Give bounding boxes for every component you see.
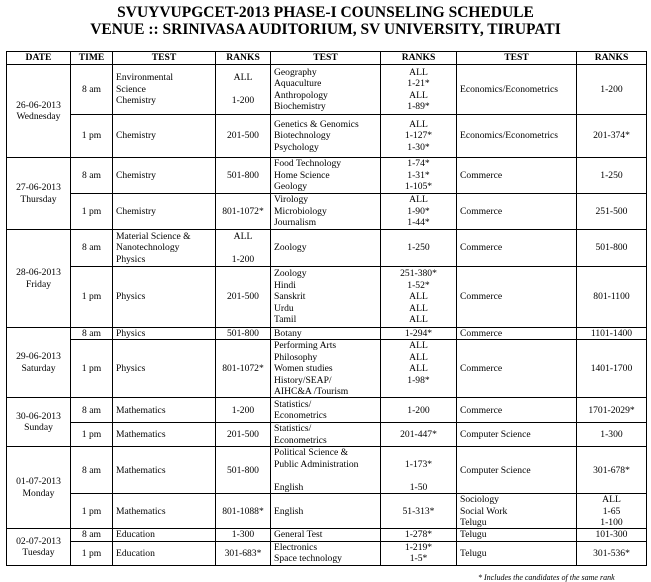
time-cell: 8 am bbox=[71, 65, 113, 115]
test-cell bbox=[457, 328, 577, 340]
cell-line: 1-294* bbox=[404, 328, 433, 339]
cell-line: 1-219* bbox=[404, 541, 433, 553]
column-header-ranks: RANKS bbox=[577, 52, 647, 65]
ranks-cell bbox=[216, 423, 271, 447]
cell-line: 301-536* bbox=[593, 547, 630, 559]
cell-line: 201-374* bbox=[593, 130, 630, 142]
test-cell bbox=[113, 115, 216, 158]
cell-line: Nanotechnology bbox=[116, 242, 180, 254]
cell-line: Genetics & Genomics bbox=[274, 118, 359, 130]
table-row bbox=[7, 423, 647, 447]
ranks-cell bbox=[577, 194, 647, 230]
time-cell: 8 am bbox=[71, 447, 113, 494]
cell-line: Physics bbox=[116, 363, 146, 375]
cell-line: Public Administration bbox=[274, 458, 359, 470]
column-header-time: TIME bbox=[71, 52, 113, 65]
test-cell bbox=[271, 115, 381, 158]
cell-line: General Test bbox=[274, 529, 323, 541]
test-cell bbox=[271, 529, 381, 541]
cell-line bbox=[274, 470, 377, 481]
date-text: 29-06-2013 bbox=[16, 351, 61, 363]
date-text: 30-06-2013 bbox=[16, 410, 61, 422]
cell-line: 1-300 bbox=[231, 529, 255, 541]
cell-line: Chemistry bbox=[116, 205, 156, 217]
cell-line: Zoology bbox=[274, 268, 307, 280]
cell-line: Telugu bbox=[460, 547, 487, 559]
test-cell bbox=[113, 423, 216, 447]
cell-line: ALL bbox=[409, 363, 428, 375]
cell-line: ALL bbox=[409, 351, 428, 363]
cell-line: 1-98* bbox=[407, 374, 430, 386]
ranks-cell bbox=[577, 340, 647, 398]
cell-line bbox=[384, 386, 453, 397]
schedule-title: SVUYVUPGCET-2013 PHASE-I COUNSELING SCHEDULE bbox=[117, 4, 534, 21]
cell-line: Botany bbox=[274, 328, 302, 339]
ranks-cell bbox=[577, 398, 647, 423]
date-text: 27-06-2013 bbox=[16, 182, 61, 194]
ranks-cell bbox=[577, 158, 647, 194]
cell-line: Microbiology bbox=[274, 205, 327, 217]
cell-line: 1-200 bbox=[407, 404, 430, 416]
test-cell bbox=[457, 447, 577, 494]
cell-line: ALL bbox=[409, 340, 428, 352]
cell-line: 801-1088* bbox=[222, 505, 264, 517]
test-cell bbox=[271, 194, 381, 230]
cell-line: 301-683* bbox=[224, 547, 262, 559]
cell-line: Commerce bbox=[460, 291, 503, 303]
date-text: 28-06-2013 bbox=[16, 267, 61, 279]
cell-line: Statistics/ bbox=[274, 423, 312, 435]
test-cell bbox=[113, 194, 216, 230]
cell-line: Econometrics bbox=[274, 410, 327, 422]
cell-line: Commerce bbox=[460, 404, 503, 416]
cell-line: 1-127* bbox=[404, 130, 433, 142]
ranks-cell bbox=[216, 65, 271, 115]
test-cell bbox=[271, 328, 381, 340]
weekday-text: Monday bbox=[22, 487, 55, 499]
cell-line: 501-800 bbox=[595, 242, 628, 254]
cell-line: 1-278* bbox=[404, 529, 433, 541]
test-cell bbox=[113, 65, 216, 115]
ranks-cell bbox=[381, 398, 457, 423]
cell-line: 101-300 bbox=[595, 529, 628, 541]
date-text: 26-06-2013 bbox=[16, 99, 61, 111]
cell-line: ALL bbox=[409, 194, 428, 206]
date-cell bbox=[7, 158, 71, 230]
cell-line: Chemistry bbox=[116, 95, 156, 107]
ranks-cell bbox=[381, 529, 457, 541]
cell-line: Mathematics bbox=[116, 464, 166, 476]
cell-line: Philosophy bbox=[274, 351, 318, 363]
ranks-cell bbox=[381, 447, 457, 494]
cell-line: 1-5* bbox=[409, 553, 428, 565]
cell-line: 801-1072* bbox=[222, 363, 264, 375]
cell-line: 1-65 bbox=[602, 505, 621, 517]
cell-line: 1-31* bbox=[407, 169, 430, 181]
test-cell bbox=[457, 115, 577, 158]
ranks-cell bbox=[577, 115, 647, 158]
ranks-cell bbox=[577, 494, 647, 529]
column-header-test: TEST bbox=[113, 52, 216, 65]
time-cell: 1 pm bbox=[71, 494, 113, 529]
date-cell bbox=[7, 328, 71, 398]
time-cell: 1 pm bbox=[71, 541, 113, 565]
table-row bbox=[7, 328, 647, 340]
cell-line: Biochemistry bbox=[274, 100, 326, 112]
test-cell bbox=[271, 541, 381, 565]
cell-line: Journalism bbox=[274, 217, 317, 229]
cell-line: 1-200 bbox=[231, 253, 255, 265]
cell-line: 1101-1400 bbox=[590, 328, 633, 339]
cell-line: Physics bbox=[116, 253, 146, 265]
venue-heading: VENUE :: SRINIVASA AUDITORIUM, SV UNIVERSITY, TIRUPATI bbox=[90, 21, 561, 38]
cell-line: 201-500 bbox=[227, 130, 259, 142]
ranks-cell bbox=[216, 541, 271, 565]
ranks-cell bbox=[216, 447, 271, 494]
cell-line: 1-21* bbox=[407, 78, 430, 90]
cell-line: Physics bbox=[116, 328, 146, 339]
ranks-cell bbox=[216, 230, 271, 267]
table-row bbox=[7, 158, 647, 194]
cell-line: Mathematics bbox=[116, 429, 166, 441]
ranks-cell bbox=[381, 267, 457, 328]
test-cell bbox=[113, 494, 216, 529]
weekday-text: Friday bbox=[25, 278, 52, 290]
test-cell bbox=[457, 230, 577, 267]
test-cell bbox=[457, 65, 577, 115]
footnote: * Includes the candidates of the same rank bbox=[478, 573, 615, 582]
date-cell bbox=[7, 65, 71, 158]
cell-line: 1-250 bbox=[600, 169, 623, 181]
cell-line: Telugu bbox=[460, 517, 487, 529]
cell-line: 251-380* bbox=[400, 268, 437, 280]
ranks-cell bbox=[577, 230, 647, 267]
cell-line: 1-200 bbox=[231, 404, 255, 416]
test-cell bbox=[457, 398, 577, 423]
column-header-test: TEST bbox=[271, 52, 381, 65]
cell-line: Electronics bbox=[274, 541, 318, 553]
ranks-cell bbox=[216, 158, 271, 194]
test-cell bbox=[113, 529, 216, 541]
cell-line: 1701-2029* bbox=[588, 404, 635, 416]
ranks-cell bbox=[381, 541, 457, 565]
cell-line bbox=[219, 242, 267, 253]
cell-line bbox=[384, 470, 453, 481]
cell-line: 801-1072* bbox=[222, 205, 264, 217]
cell-line: 1-300 bbox=[600, 429, 623, 441]
cell-line: 501-800 bbox=[227, 464, 259, 476]
test-cell bbox=[457, 340, 577, 398]
cell-line: 1-250 bbox=[407, 242, 430, 254]
ranks-cell bbox=[381, 494, 457, 529]
ranks-cell bbox=[216, 494, 271, 529]
cell-line: Psychology bbox=[274, 141, 319, 153]
test-cell bbox=[457, 494, 577, 529]
cell-line: Virology bbox=[274, 194, 309, 206]
test-cell bbox=[457, 529, 577, 541]
ranks-cell bbox=[216, 328, 271, 340]
cell-line: 1-52* bbox=[407, 279, 430, 291]
time-cell: 1 pm bbox=[71, 194, 113, 230]
cell-line: ALL bbox=[233, 72, 253, 84]
cell-line: History/SEAP/ bbox=[274, 374, 332, 386]
cell-line bbox=[384, 447, 453, 458]
test-cell bbox=[271, 267, 381, 328]
cell-line: Econometrics bbox=[274, 434, 327, 446]
cell-line: 301-678* bbox=[593, 464, 630, 476]
cell-line: Environmental bbox=[116, 72, 174, 84]
cell-line: ALL bbox=[409, 302, 428, 314]
cell-line: Chemistry bbox=[116, 130, 156, 142]
test-cell bbox=[271, 158, 381, 194]
cell-line: Sociology bbox=[460, 494, 499, 506]
ranks-cell bbox=[216, 115, 271, 158]
cell-line: Science bbox=[116, 83, 146, 95]
cell-line: Economics/Econometrics bbox=[460, 83, 559, 95]
cell-line: 251-500 bbox=[595, 205, 628, 217]
cell-line: Aquaculture bbox=[274, 78, 322, 90]
cell-line: Anthropology bbox=[274, 89, 328, 101]
cell-line: Food Technology bbox=[274, 158, 342, 170]
ranks-cell bbox=[381, 328, 457, 340]
cell-line bbox=[219, 84, 267, 95]
table-row bbox=[7, 65, 647, 115]
weekday-text: Sunday bbox=[24, 422, 53, 434]
time-cell: 8 am bbox=[71, 328, 113, 340]
cell-line: 501-800 bbox=[227, 328, 259, 339]
cell-line: Statistics/ bbox=[274, 399, 312, 411]
cell-line: 1-105* bbox=[404, 181, 433, 193]
ranks-cell bbox=[577, 65, 647, 115]
test-cell bbox=[113, 230, 216, 267]
cell-line: Economics/Econometrics bbox=[460, 130, 559, 142]
ranks-cell bbox=[216, 194, 271, 230]
cell-line: 1-173* bbox=[404, 458, 433, 470]
cell-line: Political Science & bbox=[274, 447, 349, 459]
cell-line: 801-1100 bbox=[593, 291, 630, 303]
date-text: 01-07-2013 bbox=[16, 476, 61, 488]
cell-line: Physics bbox=[116, 291, 146, 303]
test-cell bbox=[457, 541, 577, 565]
cell-line: Space technology bbox=[274, 553, 342, 565]
time-cell: 8 am bbox=[71, 158, 113, 194]
cell-line: 1-44* bbox=[407, 217, 430, 229]
cell-line: 1-74* bbox=[407, 158, 430, 170]
cell-line: English bbox=[274, 481, 304, 493]
ranks-cell bbox=[216, 267, 271, 328]
test-cell bbox=[457, 158, 577, 194]
table-row bbox=[7, 447, 647, 494]
ranks-cell bbox=[216, 340, 271, 398]
cell-line: 1401-1700 bbox=[590, 363, 633, 375]
ranks-cell bbox=[577, 541, 647, 565]
schedule-table bbox=[6, 51, 647, 566]
ranks-cell bbox=[381, 158, 457, 194]
cell-line: Chemistry bbox=[116, 169, 156, 181]
cell-line: 201-447* bbox=[400, 429, 437, 441]
time-cell: 8 am bbox=[71, 529, 113, 541]
ranks-cell bbox=[577, 529, 647, 541]
column-header-ranks: RANKS bbox=[216, 52, 271, 65]
table-row bbox=[7, 541, 647, 565]
cell-line: 1-100 bbox=[600, 517, 623, 529]
weekday-text: Saturday bbox=[21, 362, 56, 374]
test-cell bbox=[271, 230, 381, 267]
ranks-cell bbox=[381, 194, 457, 230]
date-cell bbox=[7, 529, 71, 565]
cell-line: 501-800 bbox=[227, 169, 259, 181]
table-row bbox=[7, 398, 647, 423]
cell-line: Material Science & bbox=[116, 230, 191, 242]
table-row bbox=[7, 494, 647, 529]
cell-line: 201-500 bbox=[227, 291, 259, 303]
cell-line: Geology bbox=[274, 181, 308, 193]
time-cell: 8 am bbox=[71, 398, 113, 423]
cell-line: Computer Science bbox=[460, 464, 531, 476]
test-cell bbox=[113, 267, 216, 328]
ranks-cell bbox=[577, 328, 647, 340]
ranks-cell bbox=[381, 230, 457, 267]
date-cell bbox=[7, 230, 71, 328]
test-cell bbox=[113, 541, 216, 565]
column-header-test: TEST bbox=[457, 52, 577, 65]
time-cell: 1 pm bbox=[71, 115, 113, 158]
column-header-date: DATE bbox=[7, 52, 71, 65]
cell-line: Computer Science bbox=[460, 429, 531, 441]
cell-line: Home Science bbox=[274, 169, 330, 181]
test-cell bbox=[271, 494, 381, 529]
cell-line: Education bbox=[116, 529, 155, 541]
time-cell: 1 pm bbox=[71, 340, 113, 398]
weekday-text: Tuesday bbox=[22, 547, 55, 559]
test-cell bbox=[271, 65, 381, 115]
date-cell bbox=[7, 398, 71, 447]
cell-line: ALL bbox=[233, 230, 253, 242]
weekday-text: Thursday bbox=[20, 193, 57, 205]
cell-line: Commerce bbox=[460, 169, 503, 181]
cell-line: ALL bbox=[409, 89, 428, 101]
cell-line: 51-313* bbox=[402, 505, 435, 517]
cell-line: 201-500 bbox=[227, 429, 259, 441]
ranks-cell bbox=[216, 529, 271, 541]
cell-line: ALL bbox=[409, 66, 428, 78]
table-row bbox=[7, 194, 647, 230]
test-cell bbox=[271, 340, 381, 398]
cell-line: English bbox=[274, 505, 304, 517]
cell-line: Social Work bbox=[460, 505, 508, 517]
date-text: 02-07-2013 bbox=[16, 535, 61, 547]
cell-line: 1-30* bbox=[407, 141, 430, 153]
cell-line: Urdu bbox=[274, 302, 294, 314]
weekday-text: Wednesday bbox=[16, 111, 61, 122]
column-header-ranks: RANKS bbox=[381, 52, 457, 65]
time-cell: 8 am bbox=[71, 230, 113, 267]
test-cell bbox=[271, 423, 381, 447]
cell-line: ALL bbox=[409, 291, 428, 303]
table-row bbox=[7, 115, 647, 158]
cell-line: Commerce bbox=[460, 205, 503, 217]
cell-line: ALL bbox=[409, 314, 428, 326]
ranks-cell bbox=[577, 447, 647, 494]
ranks-cell bbox=[381, 115, 457, 158]
cell-line: Commerce bbox=[460, 328, 503, 339]
test-cell bbox=[457, 194, 577, 230]
cell-line: Education bbox=[116, 547, 155, 559]
cell-line: AIHC&A /Tourism bbox=[274, 386, 349, 398]
cell-line: 1-50 bbox=[409, 481, 428, 493]
cell-line: Mathematics bbox=[116, 404, 166, 416]
cell-line: 1-200 bbox=[600, 83, 623, 95]
ranks-cell bbox=[381, 65, 457, 115]
table-row bbox=[7, 230, 647, 267]
test-cell bbox=[113, 158, 216, 194]
test-cell bbox=[271, 447, 381, 494]
cell-line: 1-89* bbox=[407, 100, 430, 112]
cell-line: Mathematics bbox=[116, 505, 166, 517]
ranks-cell bbox=[381, 423, 457, 447]
header-row bbox=[7, 52, 647, 65]
table-row bbox=[7, 340, 647, 398]
cell-line: 1-200 bbox=[231, 95, 255, 107]
table-row bbox=[7, 529, 647, 541]
cell-line: ALL bbox=[602, 494, 621, 506]
cell-line: 1-90* bbox=[407, 205, 430, 217]
cell-line: Women studies bbox=[274, 363, 333, 375]
ranks-cell bbox=[577, 267, 647, 328]
test-cell bbox=[113, 328, 216, 340]
test-cell bbox=[113, 447, 216, 494]
ranks-cell bbox=[577, 423, 647, 447]
cell-line: Biotechnology bbox=[274, 130, 331, 142]
cell-line: Tamil bbox=[274, 314, 297, 326]
cell-line: ALL bbox=[409, 118, 428, 130]
cell-line: Sanskrit bbox=[274, 291, 306, 303]
time-cell: 1 pm bbox=[71, 423, 113, 447]
time-cell: 1 pm bbox=[71, 267, 113, 328]
test-cell bbox=[113, 340, 216, 398]
cell-line: Commerce bbox=[460, 242, 503, 254]
cell-line: Commerce bbox=[460, 363, 503, 375]
test-cell bbox=[457, 423, 577, 447]
cell-line: Telugu bbox=[460, 529, 487, 541]
table-row bbox=[7, 267, 647, 328]
cell-line: Performing Arts bbox=[274, 340, 337, 352]
date-cell bbox=[7, 447, 71, 529]
test-cell bbox=[113, 398, 216, 423]
cell-line: Hindi bbox=[274, 279, 296, 291]
test-cell bbox=[457, 267, 577, 328]
cell-line: Zoology bbox=[274, 242, 307, 254]
ranks-cell bbox=[216, 398, 271, 423]
test-cell bbox=[271, 398, 381, 423]
ranks-cell bbox=[381, 340, 457, 398]
cell-line: Geography bbox=[274, 66, 317, 78]
